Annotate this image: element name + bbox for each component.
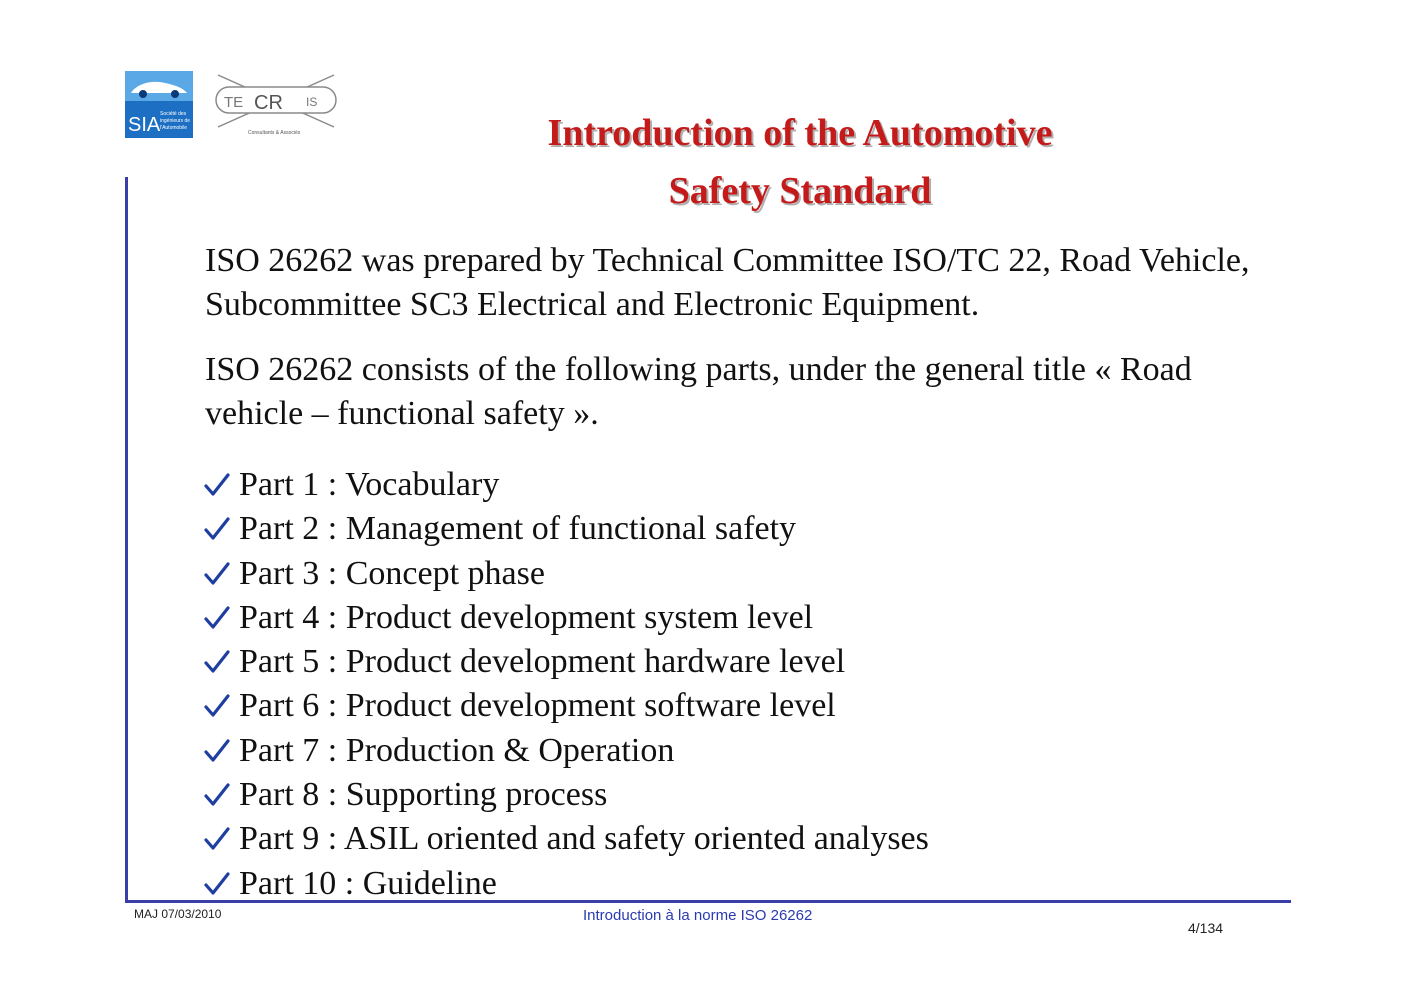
list-item: [203, 552, 929, 596]
checkmark-icon: [203, 684, 239, 732]
svg-text:Consultants & Associés: Consultants & Associés: [248, 130, 301, 136]
tecris-logo: [212, 71, 340, 137]
checkmark-icon: [203, 552, 239, 600]
part-label: Part 4 : Product development system level: [239, 598, 814, 636]
svg-text:Société des: Société des: [160, 111, 187, 117]
part-label: Part 7 : Production & Operation: [239, 731, 675, 769]
list-item: [203, 862, 929, 906]
sia-logo: [125, 71, 193, 138]
checkmark-icon: [203, 507, 239, 555]
footer-title: Introduction à la norme ISO 26262: [583, 907, 813, 924]
svg-text:TE: TE: [224, 94, 244, 111]
checkmark-icon: [203, 463, 239, 511]
part-label: Part 8 : Supporting process: [239, 776, 608, 814]
list-item: [203, 596, 929, 640]
title-line-2: Safety Standard: [668, 170, 932, 212]
paragraph-prepared-by: ISO 26262 was prepared by Technical Committee ISO/TC 22, Road Vehicle, Subcommittee SC3 Electrical and Electronic Equipment.: [205, 242, 1250, 323]
list-item: [203, 640, 929, 684]
parts-list: [203, 463, 929, 906]
checkmark-icon: [203, 817, 239, 865]
list-item: [203, 684, 929, 728]
part-label: Part 1 : Vocabulary: [239, 466, 500, 503]
part-label: Part 6 : Product development software level: [239, 687, 836, 725]
page-number: 4/134: [1188, 920, 1224, 936]
footer-date: MAJ 07/03/2010: [134, 907, 222, 921]
slide-title: [430, 104, 1170, 220]
part-label: Part 3 : Concept phase: [239, 554, 545, 592]
title-line-1: Introduction of the Automotive: [547, 112, 1053, 154]
list-item: [203, 817, 929, 861]
checkmark-icon: [203, 640, 239, 688]
paragraph-consists-of: ISO 26262 consists of the following parts, under the general title « Road vehicle – functional safety ».: [205, 351, 1192, 432]
svg-text:ingénieurs de: ingénieurs de: [160, 118, 191, 124]
frame-vertical-line: [125, 177, 128, 902]
checkmark-icon: [203, 596, 239, 644]
list-item: [203, 463, 929, 507]
checkmark-icon: [203, 729, 239, 777]
list-item: [203, 507, 929, 551]
part-label: Part 2 : Management of functional safety: [239, 510, 797, 548]
part-label: Part 10 : Guideline: [239, 864, 497, 902]
part-label: Part 5 : Product development hardware level: [239, 643, 846, 681]
svg-text:SIA: SIA: [128, 114, 161, 136]
list-item: [203, 773, 929, 817]
checkmark-icon: [203, 862, 239, 910]
part-label: Part 9 : ASIL oriented and safety oriented analyses: [239, 820, 929, 858]
svg-text:l'Automobile: l'Automobile: [160, 125, 188, 131]
svg-text:CR: CR: [254, 92, 283, 114]
list-item: [203, 729, 929, 773]
svg-text:IS: IS: [306, 95, 318, 109]
checkmark-icon: [203, 773, 239, 821]
